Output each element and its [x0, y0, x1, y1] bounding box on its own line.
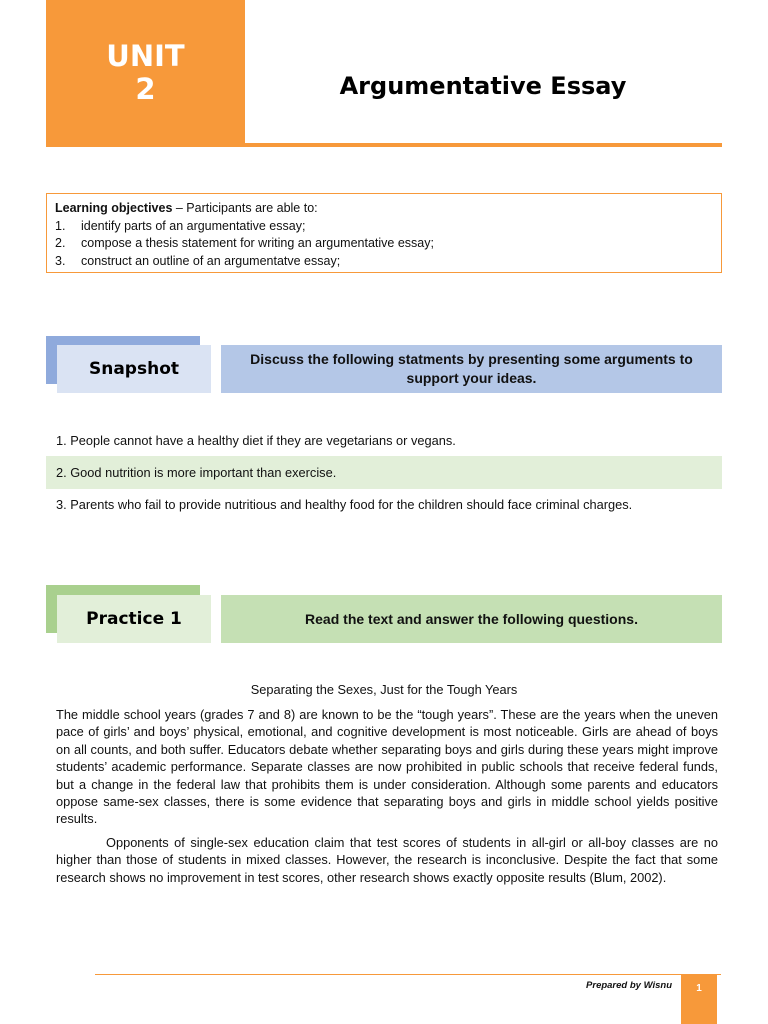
practice-instruction: Read the text and answer the following questions.	[221, 595, 722, 643]
objectives-intro-text: – Participants are able to:	[172, 201, 318, 215]
objectives-heading: Learning objectives	[55, 201, 173, 215]
objective-item	[55, 218, 713, 236]
unit-number: 2	[135, 71, 156, 106]
header-divider	[46, 143, 722, 147]
snapshot-instruction: Discuss the following statments by presenting some arguments to support your ideas.	[221, 345, 722, 393]
learning-objectives-box	[46, 193, 722, 273]
objective-number: 2.	[55, 236, 66, 250]
reading-paragraph: The middle school years (grades 7 and 8) are known to be the “tough years”. These are the years when the uneven pace of girls’ and boys’ physical, emotional, and cognitive development is most noticeable. Girls are ahead of boys on all counts, and both suffer. Educators debate whether separating boys and girls during these years might improve students’ academic performance. Separate classes are now prohibited in public schools that receive federal funds, but a change in the federal law that prohibits them is under consideration. Although some parents and educators oppose same-sex classes, there is some evidence that separating boys and girls in middle school yields positive results.	[56, 707, 718, 827]
statement-item: 3. Parents who fail to provide nutritious and healthy food for the children should face criminal charges.	[56, 497, 633, 512]
practice-label: Practice 1	[57, 595, 211, 643]
objective-number: 1.	[55, 218, 66, 233]
document-title: Argumentative Essay	[339, 72, 627, 100]
objectives-intro	[55, 200, 713, 218]
reading-text	[56, 706, 718, 886]
snapshot-label: Snapshot	[57, 345, 211, 393]
objective-item	[55, 253, 713, 271]
unit-word: UNIT	[106, 38, 185, 73]
reading-paragraph: Opponents of single-sex education claim that test scores of students in all-girl or all-boy classes are no higher than those of students in mixed classes. However, the research is inconclusive. Despite the fact that some research shows no improvement in test scores, other research shows exactly opposite results (Blum, 2002).	[56, 834, 718, 885]
page-number: 1	[681, 975, 717, 1024]
statement-item: 2. Good nutrition is more important than exercise.	[46, 456, 722, 489]
objective-number: 3.	[55, 253, 66, 268]
objective-text: compose a thesis statement for writing an argumentative essay;	[81, 236, 434, 250]
footer-divider	[95, 974, 721, 975]
footer-credit: Prepared by Wisnu	[586, 980, 672, 991]
objective-text: construct an outline of an argumentatve essay;	[81, 253, 341, 268]
reading-title: Separating the Sexes, Just for the Tough Years	[250, 682, 518, 697]
objective-item	[55, 235, 713, 253]
unit-badge	[46, 0, 245, 145]
statement-item: 1. People cannot have a healthy diet if they are vegetarians or vegans.	[56, 433, 456, 448]
objective-text: identify parts of an argumentative essay;	[81, 218, 306, 233]
